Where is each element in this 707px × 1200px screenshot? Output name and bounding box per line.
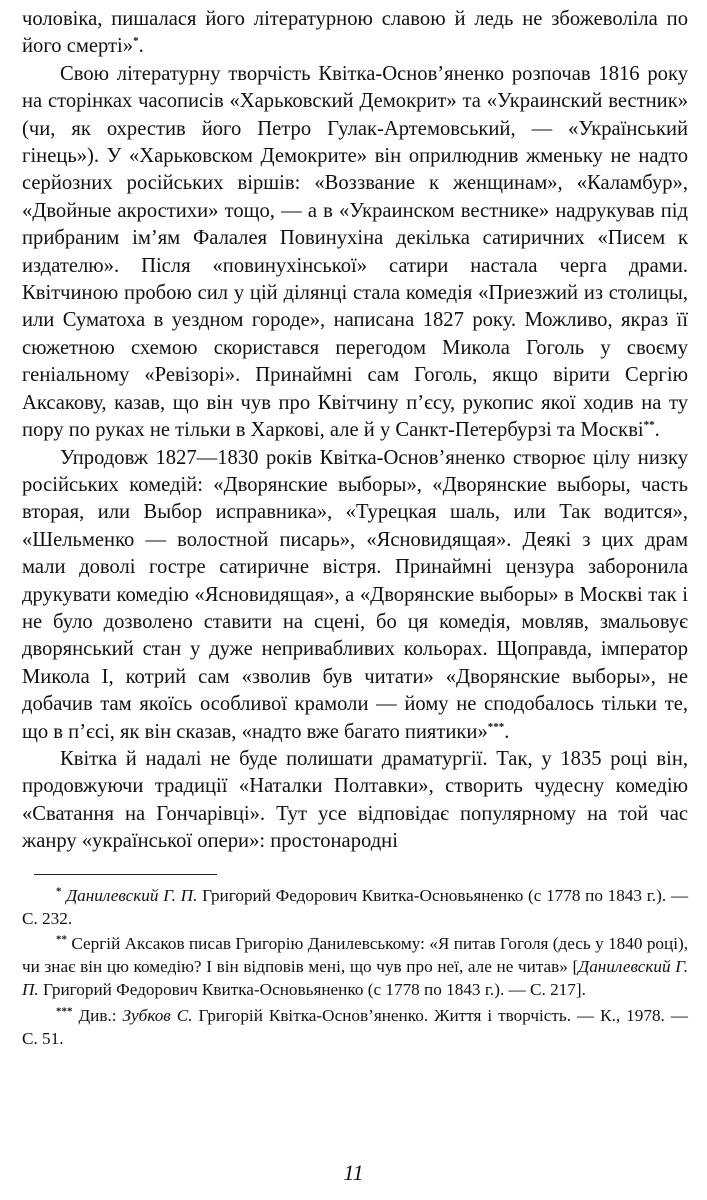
italic-author-name: Зубков С. <box>122 1005 193 1025</box>
footnote-marker: * <box>56 884 62 897</box>
footnote <box>22 932 688 1002</box>
paragraph <box>22 6 688 61</box>
footnote-marker: *** <box>487 720 505 733</box>
text-run: Квітка й надалі не буде полишати драматургії. Так, у 1835 році він, продовжуючи традиції «Наталки Полтавки», створить чудесну комедію «Сватання на Гончарівці». Тут усе відповідає популярному на той час жанру «української опери»: простонародні <box>22 747 688 853</box>
paragraph <box>22 61 688 445</box>
text-run: Григорий Федорович Квитка-Основьяненко (с 1778 по 1843 г.). — С. 232. <box>22 885 689 928</box>
italic-author-name: Данилевский Г. П. <box>66 885 198 905</box>
text-run: Див.: <box>72 1005 123 1025</box>
text-run: . <box>504 720 510 743</box>
text-run: . <box>654 419 660 442</box>
text-run: Григорий Федорович Квитка-Основьяненко (с 1778 по 1843 г.). — С. 217]. <box>38 980 586 1000</box>
main-text <box>22 6 688 856</box>
footnote-marker: ** <box>56 933 67 946</box>
paragraph <box>22 445 688 746</box>
text-run: Григорій Квітка-Основ’яненко. Життя і творчість. — К., 1978. — С. 51. <box>22 1005 688 1048</box>
text-run: Сергій Аксаков писав Григорію Данилевському: «Я питав Гоголя (десь у 1840 році), чи знає він цю комедію? І він відповів мені, що чув про неї, але не читав» [ <box>22 934 688 977</box>
book-page <box>22 6 688 1052</box>
page-number: 11 <box>343 1160 364 1185</box>
text-run: чоловіка, пишалася його літературною славою й ледь не збожеволіла по його смерті» <box>22 8 688 58</box>
paragraph <box>22 746 688 856</box>
text-run: Упродовж 1827—1830 років Квітка-Основ’яненко створює цілу низку російських комедій: «Дворянские выборы», «Дворянские выборы, часть вторая, или Выбор исправника», «Турецкая шаль, или Так водится», «Шельменко — волостной писарь», «Ясновидящая». Деякі з цих драм мали доволі гостре сатиричне вістря. Принаймні цензура заборонила друкувати комедію «Ясновидящая», а «Дворянские выборы» в Москві так і не було дозволено ставити на сцені, бо ця комедія, мовляв, змальовує дворянський стан у дуже непривабливих кольорах. Щоправда, імператор Микола I, котрий сам «зволив був читати» «Дворянские выборы», не добачив там якоїсь особливої крамоли — йому не сподобалось тільки те, що в п’єсі, як він сказав, «надто вже багато пиятики» <box>22 446 688 743</box>
footnotes <box>22 884 688 1050</box>
italic-author-name: Данилевский Г. П. <box>22 957 688 1000</box>
footnote <box>22 1004 688 1050</box>
footnote-marker: * <box>133 35 139 48</box>
footnote-marker: *** <box>56 1004 73 1017</box>
text-run: . <box>138 35 144 58</box>
text-run: Свою літературну творчість Квітка-Основ’яненко розпочав 1816 року на сторінках часописів «Харьковский Демокрит» та «Украинский вестник» (чи, як охрестив його Петро Гулак-Артемовський, — «Український гінець»). У «Харьковском Демокрите» він оприлюднив жменьку не надто серйозних російських віршів: «Воззвание к женщинам», «Каламбур», «Двойные акростихи» тощо, — а в «Украинском вестнике» надрукував під прибраним ім’ям Фалалея Повинухіна декілька сатиричних «Писем к издателю». Після «повинухінської» сатири настала черга драми. Квітчиною пробою сил у цій ділянці стала комедія «Приезжий из столицы, или Суматоха в уездном городе», написана 1827 року. Можливо, якраз її сюжетною схемою скористався перегодом Микола Гоголь у своєму геніальному «Ревізорі». Принаймні сам Гоголь, якщо вірити Сергію Аксакову, казав, що він чув про Квітчину п’єсу, рукопис якої ходив на ту пору по руках не тільки в Харкові, але й у Санкт-Петербурзі та Москві <box>22 62 688 442</box>
footnote-marker: ** <box>643 419 655 432</box>
footnote <box>22 884 688 930</box>
footnote-divider <box>34 874 217 875</box>
